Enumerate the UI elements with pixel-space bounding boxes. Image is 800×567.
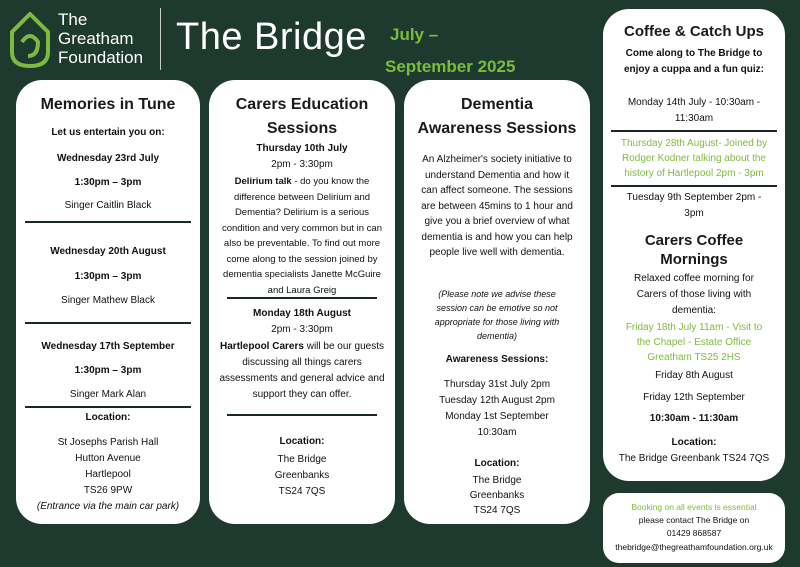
session-date: Monday 18th August — [253, 308, 351, 319]
coffee-heading: Coffee & Catch Ups — [623, 23, 765, 40]
location-address: St Josephs Parish Hall Hutton Avenue Hartlepool TS26 9PW (Entrance via the main car park) — [36, 437, 180, 512]
leaf-logo-icon — [8, 12, 52, 68]
location-address: The Bridge Greenbanks TS24 7QS — [274, 454, 330, 497]
session-date: Thursday 10th July — [256, 143, 348, 154]
page-title: The Bridge — [176, 16, 367, 58]
carers-education-card — [209, 80, 395, 524]
carers-coffee-mornings-heading: Carers Coffee Mornings — [644, 232, 744, 268]
location-label: Location: — [671, 437, 717, 448]
memories-heading: Memories in Tune — [40, 96, 176, 113]
dementia-awareness-card — [404, 80, 590, 524]
sessions-label: Awareness Sessions: — [445, 354, 549, 365]
header-divider — [160, 8, 161, 70]
sessions-list — [404, 377, 590, 441]
event-time: 1:30pm – 3pm — [74, 177, 142, 188]
divider — [227, 297, 377, 299]
coffee-catch-ups-card — [603, 9, 785, 481]
coffee-intro: Come along to The Bridge to enjoy a cuppa and a fun quiz: — [623, 48, 764, 75]
session-item: Tuesday 12th August 2pm — [439, 395, 555, 406]
divider — [611, 185, 777, 187]
event-singer: Singer Mathew Black — [61, 295, 155, 306]
session-description: Hartlepool Carers will be our guests discussing all things carers assessments and general advice and support they can offer. — [219, 341, 385, 400]
mornings-event: Friday 12th September — [643, 392, 745, 403]
event-date: Wednesday 23rd July — [56, 153, 160, 164]
booking-phone[interactable]: 01429 868587 — [666, 528, 722, 538]
mornings-time: 10:30am - 11:30am — [649, 413, 739, 424]
coffee-event-highlight: Thursday 28th August- Joined by Rodger Kodner talking about the history of Hartlepool 2pm - 3pm — [620, 138, 768, 179]
location-address: The Bridge Greenbank TS24 7QS — [618, 453, 770, 464]
booking-email[interactable]: thebridge@thegreathamfoundation.org.uk — [615, 542, 773, 552]
mornings-event: Friday 8th August — [655, 370, 733, 381]
divider — [611, 130, 777, 132]
dementia-description: An Alzheimer's society initiative to understand Dementia and how it can affect someone. The sessions are between 45mins to 1 hour and give you a brief overview of what dementia is and how you can help people live well with dementia. — [421, 154, 573, 258]
memories-in-tune-card — [16, 80, 200, 524]
session-time: 2pm - 3:30pm — [271, 159, 333, 170]
carers-education-heading: Carers Education Sessions — [235, 96, 369, 137]
mornings-intro: Relaxed coffee morning for Carers of those living with dementia: — [634, 273, 754, 316]
divider — [25, 406, 191, 408]
session-description: Delirium talk - do you know the difference between Delirium and Dementia? Delirium is a serious condition and very common but in can also be preventable. To find out more come along to the session joined by dementia specialists Janette McGuire and Laura Greig — [221, 176, 382, 296]
location-address: The Bridge Greenbanks TS24 7QS — [469, 475, 525, 516]
booking-contact-text: please contact The Bridge on — [638, 515, 750, 525]
divider — [227, 414, 377, 416]
event-time: 1:30pm – 3pm — [74, 365, 142, 376]
event-date: Wednesday 17th September — [41, 341, 175, 352]
session-item: 10:30am — [477, 427, 517, 438]
mornings-event-highlight: Friday 18th July 11am - Visit to the Chapel - Estate Office Greatham TS25 2HS — [625, 322, 763, 363]
memories-intro: Let us entertain you on: — [51, 127, 165, 138]
event-singer: Singer Mark Alan — [69, 389, 147, 400]
date-range: July – September 2025 — [385, 25, 516, 76]
coffee-event: Monday 14th July - 10:30am - 11:30am — [627, 97, 761, 124]
event-singer: Singer Caitlin Black — [64, 200, 152, 211]
event-time: 1:30pm – 3pm — [74, 271, 142, 282]
greatham-foundation-logo — [8, 10, 158, 70]
logo-text: The Greatham Foundation — [58, 10, 144, 67]
location-label: Location: — [474, 458, 520, 469]
booking-info-card — [603, 493, 785, 563]
dementia-heading: Dementia Awareness Sessions — [417, 96, 577, 137]
location-label: Location: — [85, 412, 131, 423]
event-date: Wednesday 20th August — [50, 246, 166, 257]
session-item: Monday 1st September — [445, 411, 549, 422]
location-label: Location: — [279, 436, 325, 447]
dementia-note: (Please note we advise these session can be emotive so not appropriate for those living with dementia) — [434, 289, 560, 341]
divider — [25, 221, 191, 223]
session-time: 2pm - 3:30pm — [271, 324, 333, 335]
coffee-event: Tuesday 9th September 2pm - 3pm — [626, 192, 762, 219]
booking-notice: Booking on all events is essential — [631, 502, 757, 512]
session-item: Thursday 31st July 2pm — [443, 379, 551, 390]
divider — [25, 322, 191, 324]
